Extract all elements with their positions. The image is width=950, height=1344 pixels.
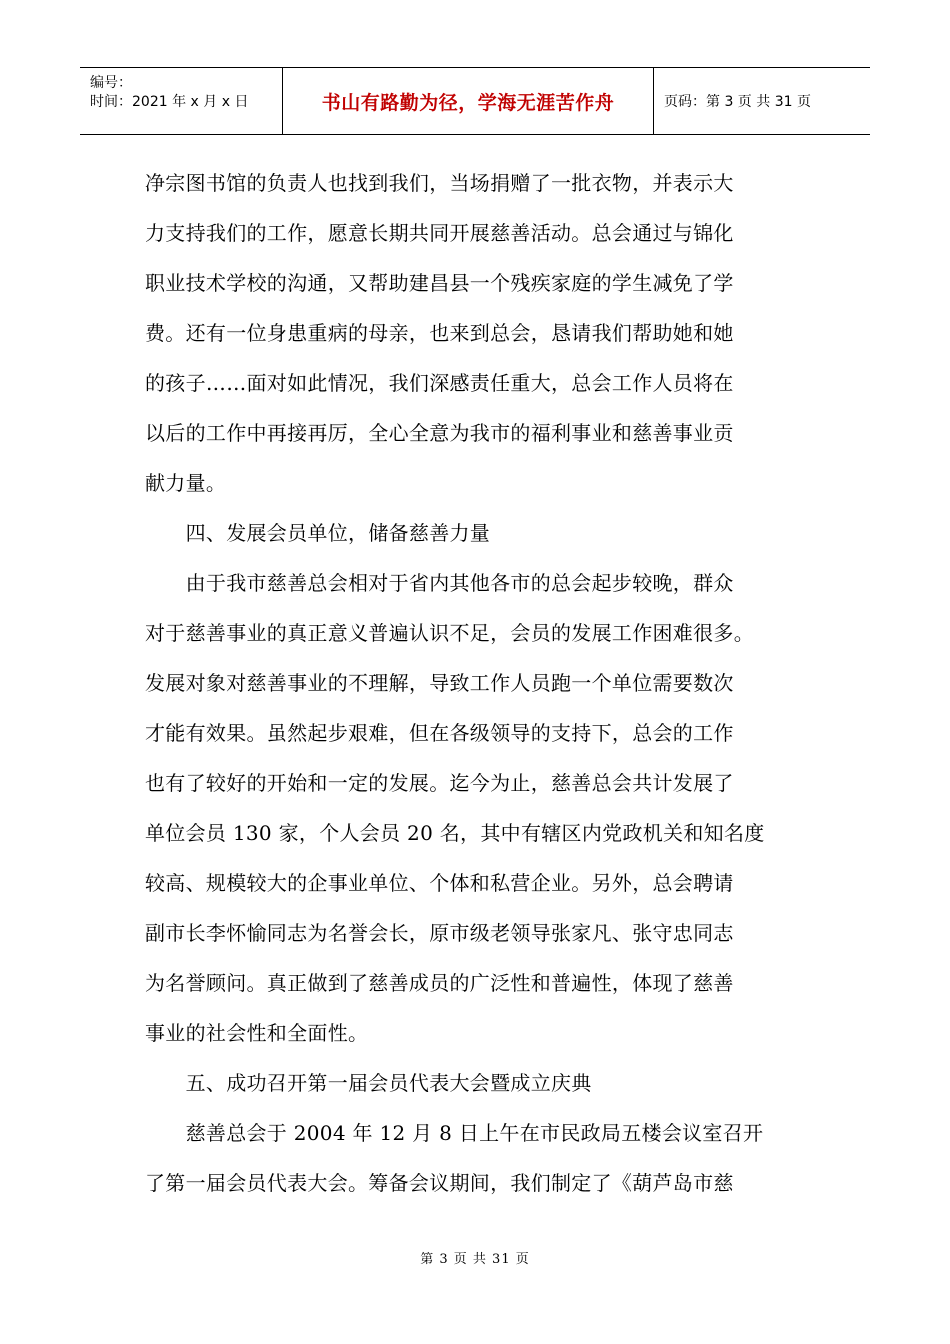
body-line: 职业技术学校的沟通，又帮助建昌县一个残疾家庭的学生减免了学: [145, 271, 734, 295]
body-line: 献力量。: [145, 471, 227, 495]
header-meta: [80, 68, 282, 134]
header-page-info: [654, 68, 870, 134]
body-line: 净宗图书馆的负责人也找到我们，当场捐赠了一批衣物，并表示大: [145, 171, 734, 195]
body-line: 费。还有一位身患重病的母亲，也来到总会，恳请我们帮助她和她: [145, 321, 734, 345]
body-line: 较高、规模较大的企事业单位、个体和私营企业。另外，总会聘请: [145, 871, 734, 895]
document-header: [80, 67, 870, 135]
section-heading-5: 五、成功召开第一届会员代表大会暨成立庆典: [145, 1071, 592, 1095]
page-info-text: 页码：第 3 页 共 31 页: [664, 94, 811, 110]
body-line: 了第一届会员代表大会。筹备会议期间，我们制定了《葫芦岛市慈: [145, 1171, 734, 1195]
body-line: 副市长李怀愉同志为名誉会长，原市级老领导张家凡、张守忠同志: [145, 921, 734, 945]
body-line: 慈善总会于 2004 年 12 月 8 日上午在市民政局五楼会议室召开: [145, 1121, 764, 1145]
document-body: [145, 163, 815, 1213]
body-line: 对于慈善事业的真正意义普遍认识不足，会员的发展工作困难很多。: [145, 621, 754, 645]
body-line: 单位会员 130 家，个人会员 20 名，其中有辖区内党政机关和知名度: [145, 821, 765, 845]
body-line: 才能有效果。虽然起步艰难，但在各级领导的支持下，总会的工作: [145, 721, 734, 745]
body-line: 由于我市慈善总会相对于省内其他各市的总会起步较晚，群众: [145, 571, 734, 595]
header-motto-cell: [282, 68, 654, 134]
number-label: 编号：: [90, 75, 132, 91]
body-line: 以后的工作中再接再厉，全心全意为我市的福利事业和慈善事业贡: [145, 421, 734, 445]
time-label: 时间：2021 年 x 月 x 日: [90, 94, 249, 110]
body-line: 为名誉顾问。真正做到了慈善成员的广泛性和普遍性，体现了慈善: [145, 971, 734, 995]
section-heading-4: 四、发展会员单位，储备慈善力量: [145, 521, 491, 545]
body-line: 力支持我们的工作，愿意长期共同开展慈善活动。总会通过与锦化: [145, 221, 734, 245]
body-line: 的孩子……面对如此情况，我们深感责任重大，总会工作人员将在: [145, 371, 734, 395]
body-line: 发展对象对慈善事业的不理解，导致工作人员跑一个单位需要数次: [145, 671, 734, 695]
body-line: 也有了较好的开始和一定的发展。迄今为止，慈善总会共计发展了: [145, 771, 734, 795]
page-footer: 第 3 页 共 31 页: [420, 1252, 530, 1267]
motto-text: 书山有路勤为径，学海无涯苦作舟: [321, 91, 615, 114]
body-line: 事业的社会性和全面性。: [145, 1021, 369, 1045]
